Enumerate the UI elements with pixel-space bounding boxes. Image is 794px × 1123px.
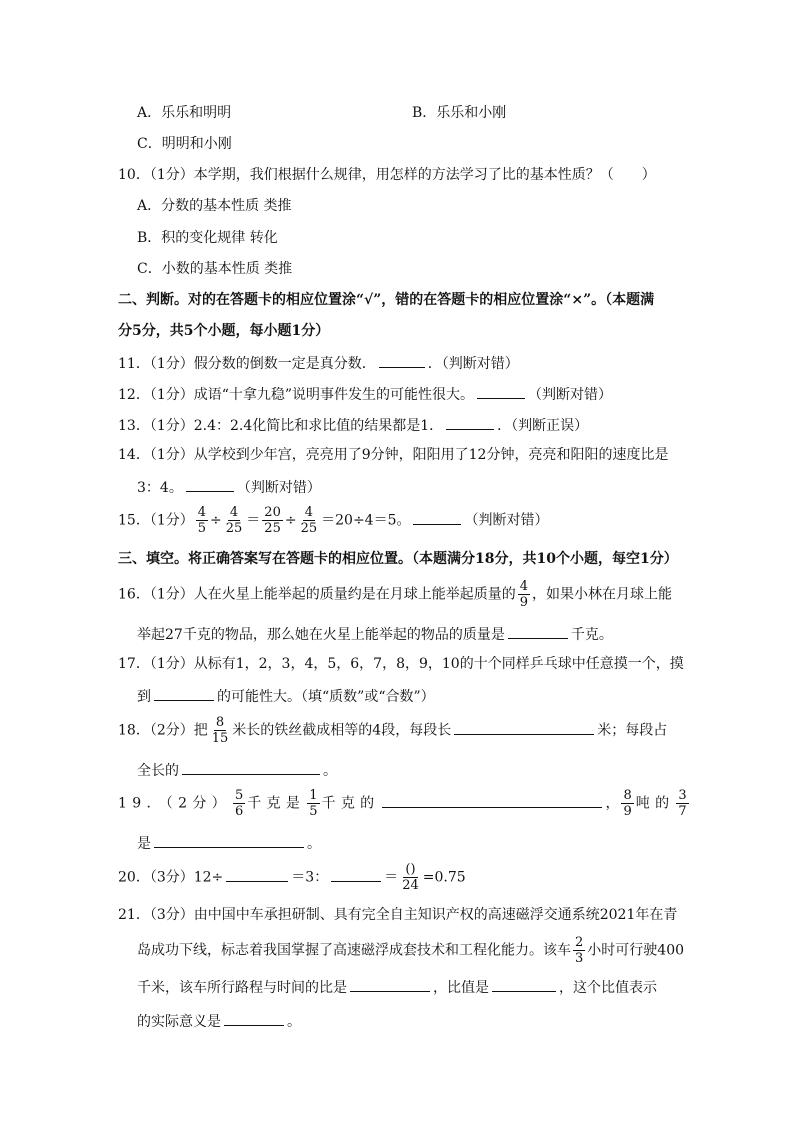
- section-2-heading-line1: 二、判断。对的在答题卡的相应位置涂“√”，错的在答题卡的相应位置涂“×”。（本题满: [118, 292, 655, 308]
- q19-line2: 是 。: [137, 833, 321, 853]
- q17-answer-blank[interactable]: [154, 686, 214, 701]
- q19-line1: 19．（2分） $\frac{5}{6}$ 千克是 $\frac{1}{5}$ 千克的 ， $\frac{8}{9}$ 吨的 $\frac{3}{7}$: [118, 788, 687, 819]
- q13-answer-blank[interactable]: [446, 415, 494, 430]
- q19-answer-blank-2[interactable]: [154, 833, 304, 848]
- q20-fraction: $\frac{()}{24}$: [402, 862, 419, 893]
- q16-line2: 举起27千克的物品，那么她在火星上能举起的物品的质量是 千克。: [137, 624, 613, 644]
- q15-fraction-4: $\frac{4}{25}$: [300, 505, 318, 536]
- q14-answer-blank[interactable]: [186, 477, 234, 492]
- q20-answer-blank-2[interactable]: [331, 867, 381, 882]
- q16-line1: 16．（1分）人在火星上能举起的质量约是在月球上能举起质量的 $\frac{4}{9}$ ，如果小林在月球上能: [118, 579, 673, 610]
- q18-line1: 18．（2分）把 $\frac{8}{15}$ 米长的铁丝截成相等的4段，每段长 米；每段占: [118, 715, 668, 746]
- q17-line1: 17．（1分）从标有1，2，3，4，5，6，7，8，9，10的十个同样乒乓球中任意摸一个，摸: [118, 656, 684, 672]
- q10-option-b: B．积的变化规律 转化: [137, 230, 278, 246]
- q9-option-b: B．乐乐和小刚: [412, 105, 507, 121]
- q18-answer-blank-1[interactable]: [454, 720, 594, 735]
- q9-option-c: C．明明和小刚: [137, 136, 232, 152]
- q19-fraction-4: $\frac{3}{7}$: [678, 788, 687, 819]
- q21-line1: 21．（3分）由中国中车承担研制、具有完全自主知识产权的高速磁浮交通系统2021年在青: [118, 907, 678, 923]
- q21-line3: 千米，该车所行路程与时间的比是 ，比值是 ，这个比值表示: [137, 977, 657, 997]
- q16-fraction: $\frac{4}{9}$: [519, 579, 529, 610]
- q18-answer-blank-2[interactable]: [182, 760, 320, 775]
- q16-answer-blank[interactable]: [508, 624, 568, 639]
- q11: 11．（1分）假分数的倒数一定是真分数． ．（判断对错）: [118, 353, 519, 373]
- q20: 20．（3分）12÷ ＝3： ＝ $\frac{()}{24}$ =0.75: [118, 862, 466, 893]
- q19-fraction-3: $\frac{8}{9}$: [623, 788, 632, 819]
- q14-line1: 14．（1分）从学校到少年宫，亮亮用了9分钟，阳阳用了12分钟，亮亮和阳阳的速度比是: [118, 447, 669, 463]
- q10-option-c: C．小数的基本性质 类推: [137, 261, 293, 277]
- q21-line2: 岛成功下线，标志着我国掌握了高速磁浮成套技术和工程化能力。该车 $\frac{2}{3}$ 小时可行驶400: [137, 935, 685, 966]
- section-2-heading-line2: 分5分，共5个小题，每小题1分）: [118, 323, 330, 339]
- q15: 15．（1分） $\frac{4}{5}$ ÷ $\frac{4}{25}$ ＝ $\frac{20}{25}$ ÷ $\frac{4}{25}$ ＝20÷4＝5。 （判断对错）: [118, 505, 549, 536]
- q21-answer-blank-1[interactable]: [350, 977, 430, 992]
- q12: 12．（1分）成语“十拿九稳”说明事件发生的可能性很大。 （判断对错）: [118, 384, 612, 404]
- q21-line4: 的实际意义是 。: [137, 1011, 301, 1031]
- q15-fraction-2: $\frac{4}{25}$: [225, 505, 243, 536]
- q9-option-a: A．乐乐和明明: [137, 105, 232, 121]
- q19-answer-blank-1[interactable]: [382, 793, 602, 808]
- q21-answer-blank-3[interactable]: [224, 1011, 284, 1026]
- q18-fraction: $\frac{8}{15}$: [211, 715, 229, 746]
- q15-fraction-3: $\frac{20}{25}$: [264, 505, 281, 536]
- q10-stem: 10．（1分）本学期，我们根据什么规律，用怎样的方法学习了比的基本性质？（ ）: [118, 167, 656, 183]
- q15-fraction-1: $\frac{4}{5}$: [197, 505, 207, 536]
- q14-line2: 3：4。 （判断对错）: [137, 477, 321, 497]
- q13: 13．（1分）2.4：2.4化简比和求比值的结果都是1． ．（判断正误）: [118, 415, 588, 435]
- q19-fraction-2: $\frac{1}{5}$: [309, 788, 318, 819]
- section-3-heading: 三、填空。将正确答案写在答题卡的相应位置。（本题满分18分，共10个小题，每空1分）: [118, 551, 678, 567]
- q12-answer-blank[interactable]: [477, 384, 525, 399]
- q11-answer-blank[interactable]: [379, 353, 425, 368]
- q17-line2: 到 的可能性大。（填“质数”或“合数”）: [137, 686, 435, 706]
- q19-fraction-1: $\frac{5}{6}$: [234, 788, 244, 819]
- q10-option-a: A．分数的基本性质 类推: [137, 198, 292, 214]
- q21-fraction: $\frac{2}{3}$: [575, 935, 584, 966]
- q21-answer-blank-2[interactable]: [492, 977, 556, 992]
- q20-answer-blank-1[interactable]: [226, 867, 288, 882]
- q18-line2: 全长的 。: [137, 760, 337, 780]
- q15-answer-blank[interactable]: [413, 510, 461, 525]
